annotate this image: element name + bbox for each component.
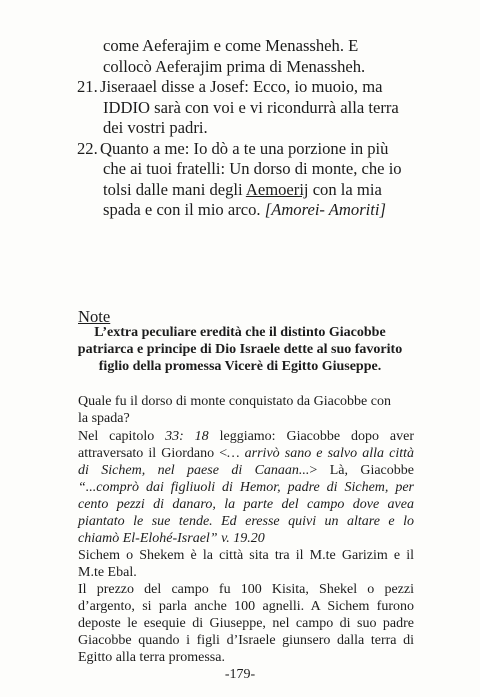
body-line-2 [78, 445, 414, 462]
aemoerij-word: Aemoerij [245, 180, 309, 199]
body-line-4: “...comprò dai figliuoli di Hemor, padre di Sichem, per [78, 480, 414, 495]
body-line-1-start: Nel capitolo [78, 429, 166, 444]
body-line-6: piantato le sue tende. Ed eresse quivi un altare e lo [78, 514, 414, 529]
note-heading-line-3: figlio della promessa Vicerè di Egitto Giuseppe. [98, 359, 382, 374]
verse-21-line-2: IDDIO sarà con voi e vi ricondurrà alla terra [103, 98, 399, 117]
body-line-13: Giacobbe quando i figli d’Israele giunsero dalla terra di [78, 633, 414, 648]
verse-22-line-3 [103, 179, 382, 200]
body-line-8: Sichem o Shekem è la città sita tra il M.te Garizim e il [78, 548, 414, 563]
verse-22-line-3-start: tolsi dalle mani degli [103, 180, 246, 199]
note-heading-line-2: patriarca e principe di Dio Israele dette al suo favorito [77, 342, 403, 357]
note-heading-line-1: L’extra peculiare eredità che il distinto Giacobbe [94, 325, 386, 340]
verse-20-line-2: collocò Aeferajim prima di Menassheh. [103, 57, 366, 76]
body-line-2-quote: … arrivò sano e salvo alla città [227, 446, 414, 461]
body-line-12: deposte le esequie di Giuseppe, nel campo di suo padre [78, 616, 414, 631]
body-line-1 [78, 428, 414, 445]
page-number: -179- [224, 667, 256, 682]
verse-22-line-4-start: spada e con il mio arco. [103, 200, 265, 219]
amorei-gloss: [Amorei- Amoriti] [264, 200, 386, 219]
question-line-2: la spada? [78, 411, 130, 426]
verse-21-line-1: Jiseraael disse a Josef: Ecco, io muoio, ma [100, 77, 383, 96]
body-line-7: chiamò El-Elohé-Israel” v. 19.20 [78, 531, 265, 546]
body-line-5: cento pezzi di danaro, la parte del campo dove avea [78, 497, 414, 512]
body-line-3-end: > Là, Giacobbe [309, 463, 414, 478]
question-line-1: Quale fu il dorso di monte conquistato da Giacobbe con [78, 394, 391, 409]
verse-21-number: 21. [77, 77, 98, 96]
body-line-9: M.te Ebal. [78, 565, 137, 580]
body-line-10: Il prezzo del campo fu 100 Kisita, Shekel o pezzi [78, 582, 414, 597]
verse-22-line-3-end: con la mia [308, 180, 382, 199]
body-line-11: d’argento, si parla anche 100 agnelli. A Sichem furono [78, 599, 414, 614]
verse-22-line-4 [103, 199, 386, 220]
body-line-14: Egitto alla terra promessa. [78, 650, 225, 665]
body-line-3-quote: di Sichem, nel paese di Canaan... [78, 463, 310, 478]
note-title: Note [78, 307, 111, 326]
body-line-1-end: leggiamo: Giacobbe dopo aver [208, 429, 415, 444]
verse-20-line-1: come Aeferajim e come Menassheh. E [103, 36, 359, 55]
verse-21-line-3: dei vostri padri. [103, 118, 208, 137]
verse-22-line-2: che ai tuoi fratelli: Un dorso di monte, che io [103, 159, 402, 178]
chapter-reference: 33: 18 [165, 429, 209, 444]
verse-22-number: 22. [77, 139, 98, 158]
body-line-3 [78, 462, 414, 479]
verse-22-line-1: Quanto a me: Io dò a te una porzione in più [100, 139, 389, 158]
body-line-2-start: attraversato il Giordano < [78, 446, 228, 461]
